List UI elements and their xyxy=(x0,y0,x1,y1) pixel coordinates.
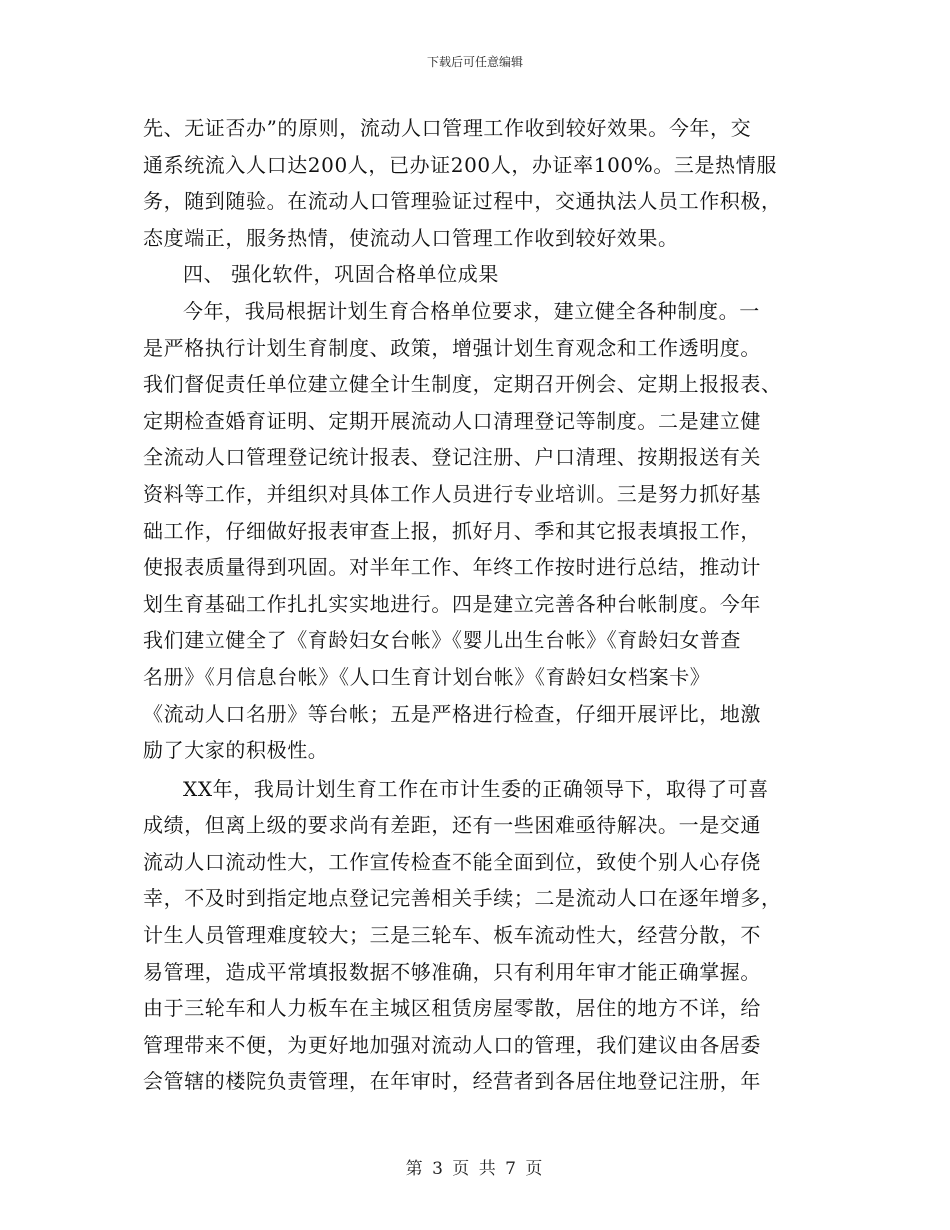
text-line: 计生人员管理难度较大；三是三轮车、板车流动性大，经营分散，不 xyxy=(143,923,761,948)
text-line: 由于三轮车和人力板车在主城区租赁房屋零散，居住的地方不详，给 xyxy=(143,996,761,1021)
text-line: 励了大家的积极性。 xyxy=(143,738,329,763)
text-line: 划生育基础工作扎扎实实地进行。四是建立完善各种台帐制度。今年 xyxy=(143,591,761,616)
text-line: 是严格执行计划生育制度、政策，增强计划生育观念和工作透明度。 xyxy=(143,335,761,360)
text-line: 全流动人口管理登记统计报表、登记注册、户口清理、按期报送有关 xyxy=(143,445,761,470)
text-line: 通系统流入人口达200人，已办证200人，办证率100%。三是热情服 xyxy=(143,152,777,177)
text-line: 《流动人口名册》等台帐；五是严格进行检查，仔细开展评比，地激 xyxy=(143,701,761,726)
text-line: 管理带来不便，为更好地加强对流动人口的管理，我们建议由各居委 xyxy=(143,1032,761,1057)
text-line: 会管辖的楼院负责管理，在年审时，经营者到各居住地登记注册，年 xyxy=(143,1069,761,1094)
text-line: 资料等工作，并组织对具体工作人员进行专业培训。三是努力抓好基 xyxy=(143,481,761,506)
text-line: 我们建立健全了《育龄妇女台帐》《婴儿出生台帐》《育龄妇女普查 xyxy=(143,628,741,653)
text-line: 使报表质量得到巩固。对半年工作、年终工作按时进行总结，推动计 xyxy=(143,555,761,580)
text-line: 幸，不及时到指定地点登记完善相关手续；二是流动人口在逐年增多， xyxy=(143,886,782,911)
text-line: 态度端正，服务热情，使流动人口管理工作收到较好效果。 xyxy=(143,225,679,250)
text-line: 先、无证否办”的原则，流动人口管理工作收到较好效果。今年，交 xyxy=(143,116,752,140)
text-line: 我们督促责任单位建立健全计生制度，定期召开例会、定期上报报表、 xyxy=(143,372,782,397)
text-line: 务，随到随验。在流动人口管理验证过程中，交通执法人员工作积极， xyxy=(143,189,782,214)
text-line: 名册》《月信息台帐》《人口生育计划台帐》《育龄妇女档案卡》 xyxy=(143,664,711,689)
text-line: 础工作，仔细做好报表审查上报，抓好月、季和其它报表填报工作， xyxy=(143,518,761,543)
text-line: XX年，我局计划生育工作在市计生委的正确领导下，取得了可喜 xyxy=(183,776,769,801)
text-line: 易管理，造成平常填报数据不够准确，只有利用年审才能正确掌握。 xyxy=(143,959,761,984)
page-header: 下载后可任意编辑 xyxy=(426,55,523,69)
text-line: 流动人口流动性大，工作宣传检查不能全面到位，致使个别人心存侥 xyxy=(143,849,761,874)
text-line: 今年，我局根据计划生育合格单位要求，建立健全各种制度。一 xyxy=(183,298,760,323)
document-body xyxy=(143,110,811,1100)
page-footer: 第 3 页 共 7 页 xyxy=(405,1159,545,1179)
section-heading: 四、 强化软件，巩固合格单位成果 xyxy=(183,262,499,287)
text-line: 成绩，但离上级的要求尚有差距，还有一些困难亟待解决。一是交通 xyxy=(143,813,761,838)
text-line: 定期检查婚育证明、定期开展流动人口清理登记等制度。二是建立健 xyxy=(143,408,761,433)
